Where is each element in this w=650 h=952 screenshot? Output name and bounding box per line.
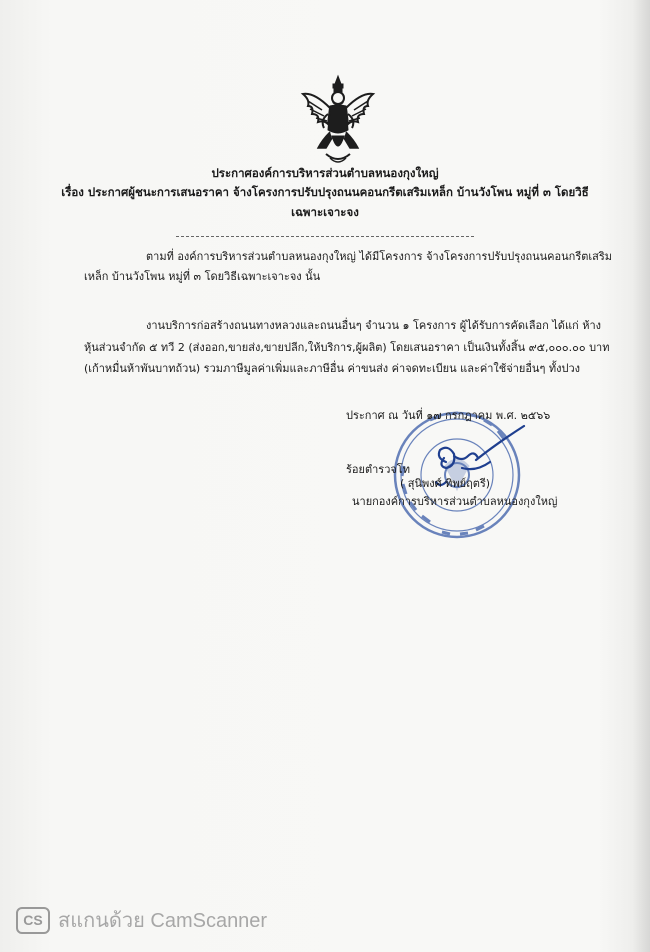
camscanner-logo-icon: CS: [16, 907, 50, 934]
garuda-emblem-icon: [300, 74, 376, 166]
paragraph-2-line-2: หุ้นส่วนจำกัด ๕ ทวี 2 (ส่งออก,ขายส่ง,ขายปลีก,ให้บริการ,ผู้ผลิต) โดยเสนอราคา เป็นเงินทั้งสิ้น ๙๕,๐๐๐.๐๐ บาท: [84, 341, 610, 354]
announcement-title: ประกาศองค์การบริหารส่วนตำบลหนองกุงใหญ่: [211, 166, 439, 180]
camscanner-text: สแกนด้วย CamScanner: [58, 910, 268, 932]
announcement-subject: เรื่อง ประกาศผู้ชนะการเสนอราคา จ้างโครงการปรับปรุงถนนคอนกรีตเสริมเหล็ก บ้านวังโพน หมู่ที่ ๓ โดยวิธี: [61, 185, 589, 199]
camscanner-watermark: [16, 904, 267, 936]
paragraph-1-line-1: ตามที่ องค์การบริหารส่วนตำบลหนองกุงใหญ่ ได้มีโครงการ จ้างโครงการปรับปรุงถนนคอนกรีตเสริม: [146, 250, 613, 263]
announcement-date: ประกาศ ณ วันที่ ๑๗ กรกฎาคม พ.ศ. ๒๕๖๖: [346, 409, 551, 422]
paragraph-2-line-1: งานบริการก่อสร้างถนนทางหลวงและถนนอื่นๆ จำนวน ๑ โครงการ ผู้ได้รับการคัดเลือก ได้แก่ ห้าง: [146, 319, 601, 332]
announcement-subject-cont: เฉพาะเจาะจง: [291, 205, 359, 219]
signer-name: ( สุนิพงศ์ ทิพย์ฤตรี): [400, 477, 491, 490]
signer-rank: ร้อยตำรวจโท: [346, 463, 410, 476]
dashed-divider: [176, 236, 474, 237]
page-edge-shadow: [632, 0, 650, 952]
paragraph-2-line-3: (เก้าหมื่นห้าพันบาทถ้วน) รวมภาษีมูลค่าเพิ่มและภาษีอื่น ค่าขนส่ง ค่าจดทะเบียน และค่าใช้จ่ายอื่นๆ ทั้งปวง: [84, 362, 581, 375]
paragraph-1-line-2: เหล็ก บ้านวังโพน หมู่ที่ ๓ โดยวิธีเฉพาะเจาะจง นั้น: [84, 270, 321, 283]
signer-position: นายกองค์การบริหารส่วนตำบลหนองกุงใหญ่: [352, 495, 558, 508]
